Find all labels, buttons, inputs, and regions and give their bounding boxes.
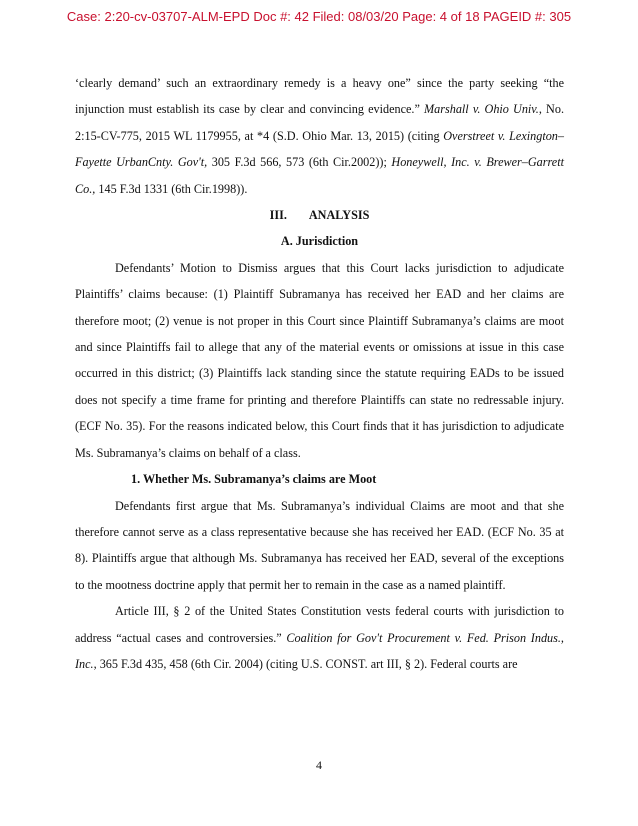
p1-citation-1: Marshall v. Ohio Univ. <box>424 102 539 117</box>
document-body <box>75 70 564 677</box>
p1-text-3: 305 F.3d 566, 573 (6th Cir.2002)); <box>207 155 392 170</box>
paragraph-4 <box>75 598 564 677</box>
p1-text-4: 145 F.3d 1331 (6th Cir.1998)). <box>95 181 248 196</box>
item-heading: 1. Whether Ms. Subramanya’s claims are Moot <box>131 472 377 487</box>
section-title: ANALYSIS <box>308 208 370 223</box>
case-header: Case: 2:20-cv-03707-ALM-EPD Doc #: 42 Filed: 08/03/20 Page: 4 of 18 PAGEID #: 305 <box>66 9 572 24</box>
paragraph-1 <box>75 70 564 202</box>
paragraph-3: Defendants first argue that Ms. Subramanya’s individual Claims are moot and that she therefore cannot serve as a class representative because she has received her EAD. (ECF No. 35 at 8). Plaintiffs argue that although Ms. Subramanya has received her EAD, several of the exceptions to the mootness doctrine apply that permit her to remain in the case as a named plaintiff. <box>75 498 564 592</box>
p1-citation-2: Overstreet v. Lexington–Fayette UrbanCnty. Gov't, <box>75 128 564 170</box>
p4-text-1: Article III, § 2 of the United States Constitution vests federal courts with jurisdiction to address “actual cases and controversies.” <box>75 604 564 645</box>
section-number: III. <box>269 208 287 223</box>
page-number: 4 <box>316 758 322 772</box>
subsection-heading: A. Jurisdiction <box>280 234 359 249</box>
p1-text-1: ‘clearly demand’ such an extraordinary remedy is a heavy one” since the party seeking “the injunction must establish its case by clear and convincing evidence.” <box>75 76 564 117</box>
paragraph-2: Defendants’ Motion to Dismiss argues that this Court lacks jurisdiction to adjudicate Plaintiffs’ claims because: (1) Plaintiff Subramanya has received her EAD and her claims are therefore moot; (2) venue is not proper in this Court since Plaintiff Subramanya’s claims are moot and since Plaintiffs fail to allege that any of the material events or omissions at issue in this case occurred in this district; (3) Plaintiffs lack standing since the statute requiring EADs to be issued does not specify a time frame for printing and therefore Plaintiffs can state no redressable injury. (ECF No. 35). For the reasons indicated below, this Court finds that it has jurisdiction to adjudicate Ms. Subramanya’s claims on behalf of a class. <box>75 260 564 460</box>
section-heading <box>75 202 564 228</box>
p1-citation-3: Honeywell, Inc. v. Brewer–Garrett Co., <box>75 155 564 196</box>
p4-citation-1: Coalition for Gov't Procurement v. Fed. Prison Indus., Inc. <box>75 630 564 671</box>
p1-text-2: , No. 2:15-CV-775, 2015 WL 1179955, at *4 (S.D. Ohio Mar. 13, 2015) (citing <box>75 102 564 143</box>
p4-text-2: , 365 F.3d 435, 458 (6th Cir. 2004) (citing U.S. CONST. art III, § 2). Federal courts are <box>93 656 518 671</box>
